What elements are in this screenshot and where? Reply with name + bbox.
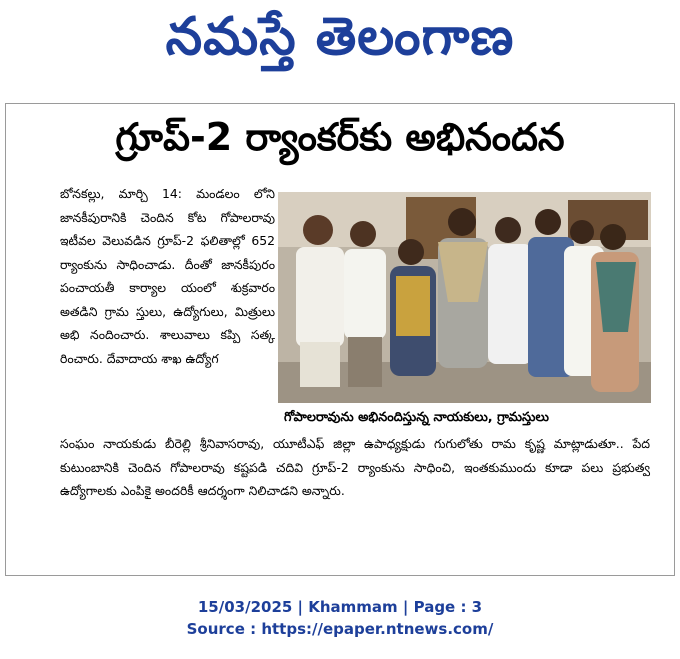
photo-caption: గోపాలరావును అభినందిస్తున్న నాయకులు, గ్రామస్తులు — [284, 410, 549, 425]
footer-date-edition: 15/03/2025 | Khammam | Page : 3 — [197, 598, 483, 616]
footer-source-link[interactable]: Source : https://epaper.ntnews.com/ — [186, 620, 494, 638]
article-paragraph-2: సంఘం నాయకుడు బీరెల్లి శ్రీనివాసరావు, యూటీఎఫ్ జిల్లా ఉపాధ్యక్షుడు గుగులోతు రామ కృష్ణ మాట్లాడుతూ.. పేద కుటుంబానికి చెందిన గోపాలరావు కష్టపడి చదివి గ్రూప్-2 ర్యాంకును సాధించి, ఇంతకుముందు కూడా పలు ప్రభుత్వ ఉద్యోగాలకు ఎంపికై అందరికీ ఆదర్శంగా నిలిచాడని అన్నారు. — [60, 436, 650, 498]
article-paragraph-1: బోనకల్లు, మార్చి 14: మండలం లోని జానకీపురానికి చెందిన కోట గోపాలరావు ఇటీవల వెలువడిన గ్రూప్-2 ఫలితాల్లో 652 ర్యాంకును సాధించాడు. దీంతో జానకీపురం పంచాయతీ కార్యాల యంలో శుక్రవారం అతడిని గ్రామ స్తులు, ఉద్యోగులు, మిత్రులు అభి నందించారు. శాలువాలు కప్పి సత్క రించారు. దేవాదాయ శాఖ ఉద్యోగ — [60, 186, 275, 366]
article-headline: గ్రూప్-2 ర్యాంకర్‌కు అభినందన — [115, 115, 565, 159]
article-full-width-text — [60, 432, 650, 503]
article-column-text — [60, 182, 275, 370]
news-photo — [278, 192, 651, 403]
group-photo-illustration — [278, 192, 651, 403]
newspaper-masthead: నమస్తే తెలంగాణ — [165, 7, 515, 67]
